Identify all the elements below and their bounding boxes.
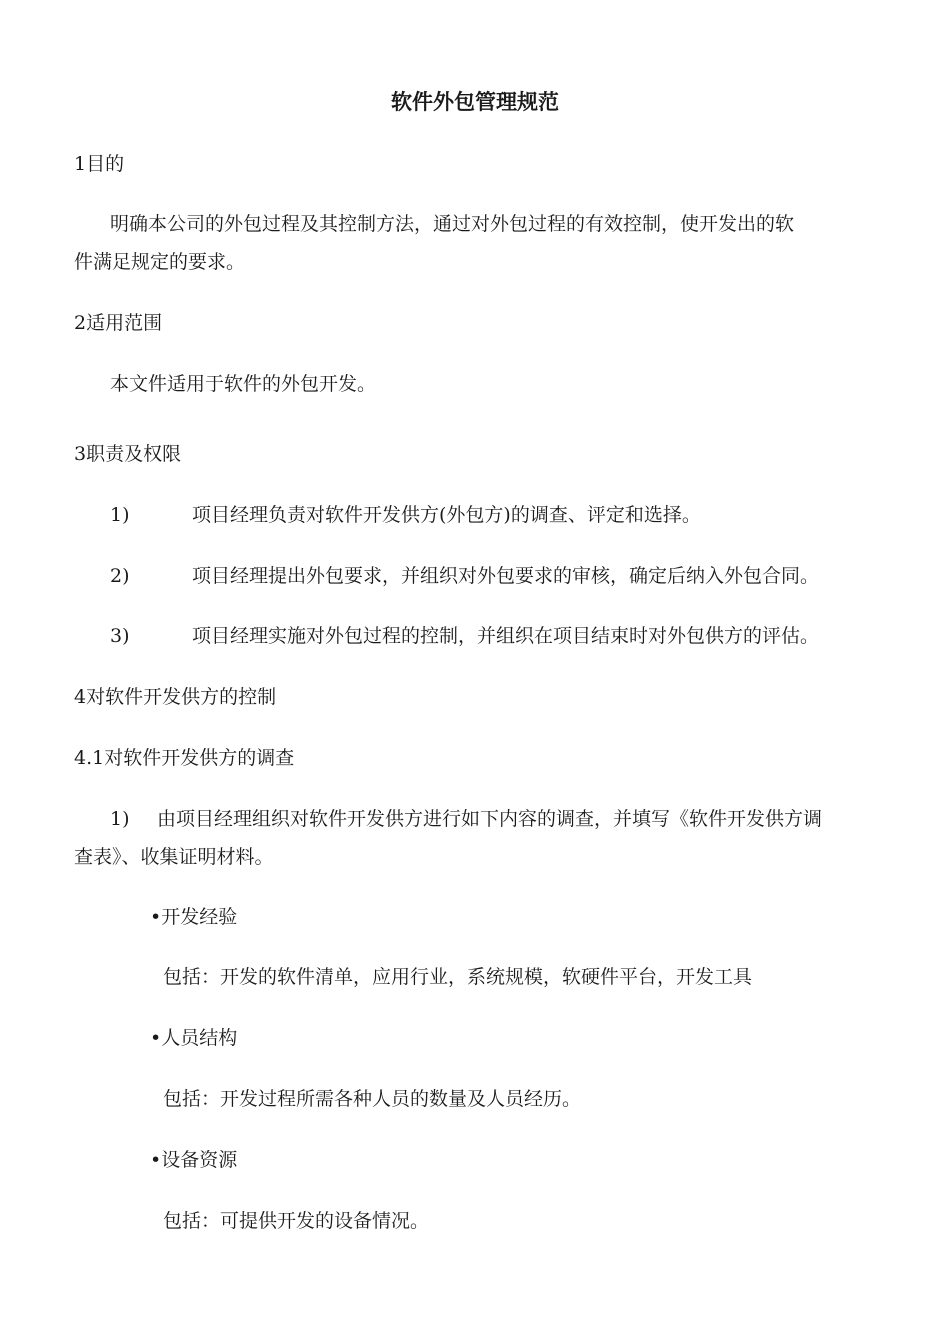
section-3-item-2-text: 项目经理提出外包要求，并组织对外包要求的审核，确定后纳入外包合同。 — [192, 565, 820, 587]
section-2-heading: 2适用范围 — [74, 312, 163, 334]
bullet-staff-structure: •人员结构 — [150, 1027, 238, 1049]
section-3-item-1-text: 项目经理负责对软件开发供方(外包方)的调查、评定和选择。 — [192, 504, 701, 526]
bullet-equipment-resources: •设备资源 — [150, 1149, 238, 1171]
section-3-heading: 3职责及权限 — [74, 443, 182, 465]
section-1-heading: 1目的 — [74, 153, 125, 175]
section-3-item-3-text: 项目经理实施对外包过程的控制，并组织在项目结束时对外包供方的评估。 — [192, 625, 820, 647]
bullet-staff-structure-detail: 包括：开发过程所需各种人员的数量及人员经历。 — [163, 1088, 582, 1110]
section-4-1-item-1-number: 1) — [110, 808, 130, 830]
section-3-item-1-number: 1) — [110, 504, 130, 526]
section-1-paragraph-line-2: 件满足规定的要求。 — [74, 251, 246, 273]
section-3-item-3-number: 3) — [110, 625, 130, 647]
bullet-equipment-resources-detail: 包括：可提供开发的设备情况。 — [163, 1210, 430, 1232]
bullet-dev-experience-detail: 包括：开发的软件清单，应用行业，系统规模，软硬件平台，开发工具 — [163, 966, 753, 988]
section-4-heading: 4对软件开发供方的控制 — [74, 686, 277, 708]
section-4-1-item-1-line-1: 由项目经理组织对软件开发供方进行如下内容的调查，并填写《软件开发供方调 — [157, 808, 823, 830]
document-title: 软件外包管理规范 — [391, 90, 559, 114]
section-4-1-item-1-line-2: 查表》、收集证明材料。 — [74, 846, 274, 868]
section-1-paragraph-line-1: 明确本公司的外包过程及其控制方法，通过对外包过程的有效控制，使开发出的软 — [110, 213, 795, 235]
section-3-item-2-number: 2) — [110, 565, 130, 587]
bullet-dev-experience: •开发经验 — [150, 906, 238, 928]
section-2-paragraph: 本文件适用于软件的外包开发。 — [110, 373, 377, 395]
section-4-1-heading: 4.1对软件开发供方的调查 — [74, 747, 295, 769]
